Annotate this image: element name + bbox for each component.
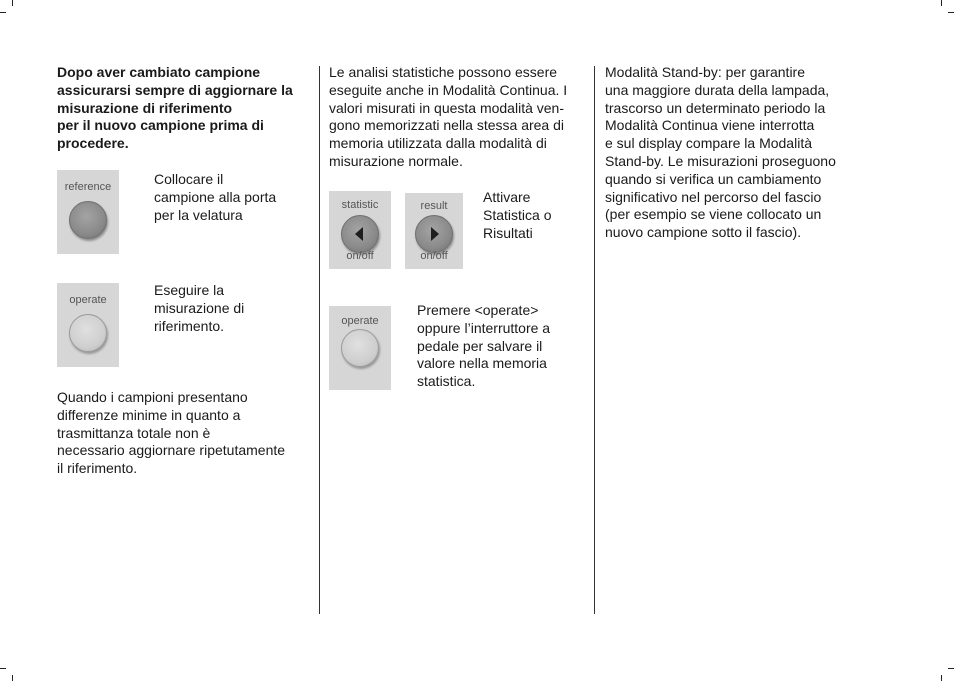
warning-text: Dopo aver cambiato campione assicurarsi sempre di aggiornare la misurazione di riferimento per il nuovo campione prima di procedere. (57, 64, 293, 152)
operate-button-2[interactable] (329, 306, 391, 390)
reference-button[interactable] (57, 170, 119, 254)
round-button-icon (69, 201, 107, 239)
standby-text: Modalità Stand-by: per garantire una maggiore durata della lampada, trascorso un determinato periodo la Modalità Continua viene interrotta e sul display compare la Modalità Stand-by. Le misurazioni proseguono quando si verifica un cambiamento significativo nel percorso del fascio (per esempio se viene collocato un nuovo campione sotto il fascio). (605, 64, 836, 241)
statistic-button-sublabel: on/off (346, 250, 374, 262)
reference-button-label: reference (64, 181, 112, 193)
crop-mark (948, 668, 954, 669)
crop-mark (948, 12, 954, 13)
triangle-left-icon (341, 215, 379, 253)
statistic-button-label: statistic (341, 199, 379, 211)
round-button-icon (69, 314, 107, 352)
result-button[interactable] (405, 193, 463, 269)
operate-button[interactable] (57, 283, 119, 367)
note-text: Quando i campioni presentano differenze minime in quanto a trasmittanza totale non è necessario aggiornare ripetutamente il riferimento. (57, 389, 286, 477)
crop-mark (941, 675, 942, 681)
crop-mark (0, 12, 6, 13)
crop-mark (941, 0, 942, 6)
triangle-right-icon (415, 215, 453, 253)
column-divider (594, 66, 595, 614)
column-divider (319, 66, 320, 614)
step-place-sample-text: Collocare il campione alla porta per la velatura (154, 171, 277, 223)
step-measure-reference-text: Eseguire la misurazione di riferimento. (154, 282, 245, 334)
result-button-label: result (420, 200, 448, 212)
statistic-button[interactable] (329, 191, 391, 269)
round-button-icon (341, 329, 379, 367)
crop-mark (12, 0, 13, 6)
step-activate-text: Attivare Statistica o Risultati (483, 189, 552, 241)
operate-button-label: operate (341, 315, 379, 327)
statistics-intro-text: Le analisi statistiche possono essere eseguite anche in Modalità Continua. I valori misurati in questa modalità ven- gono memorizzati nella stessa area di memoria utilizzata dalla modalità di misurazione normale. (329, 64, 568, 169)
result-button-sublabel: on/off (420, 250, 448, 262)
crop-mark (12, 675, 13, 681)
operate-button-label: operate (69, 294, 107, 306)
crop-mark (0, 668, 6, 669)
step-press-operate-text: Premere <operate> oppure l’interruttore a pedale per salvare il valore nella memoria statistica. (417, 302, 551, 390)
